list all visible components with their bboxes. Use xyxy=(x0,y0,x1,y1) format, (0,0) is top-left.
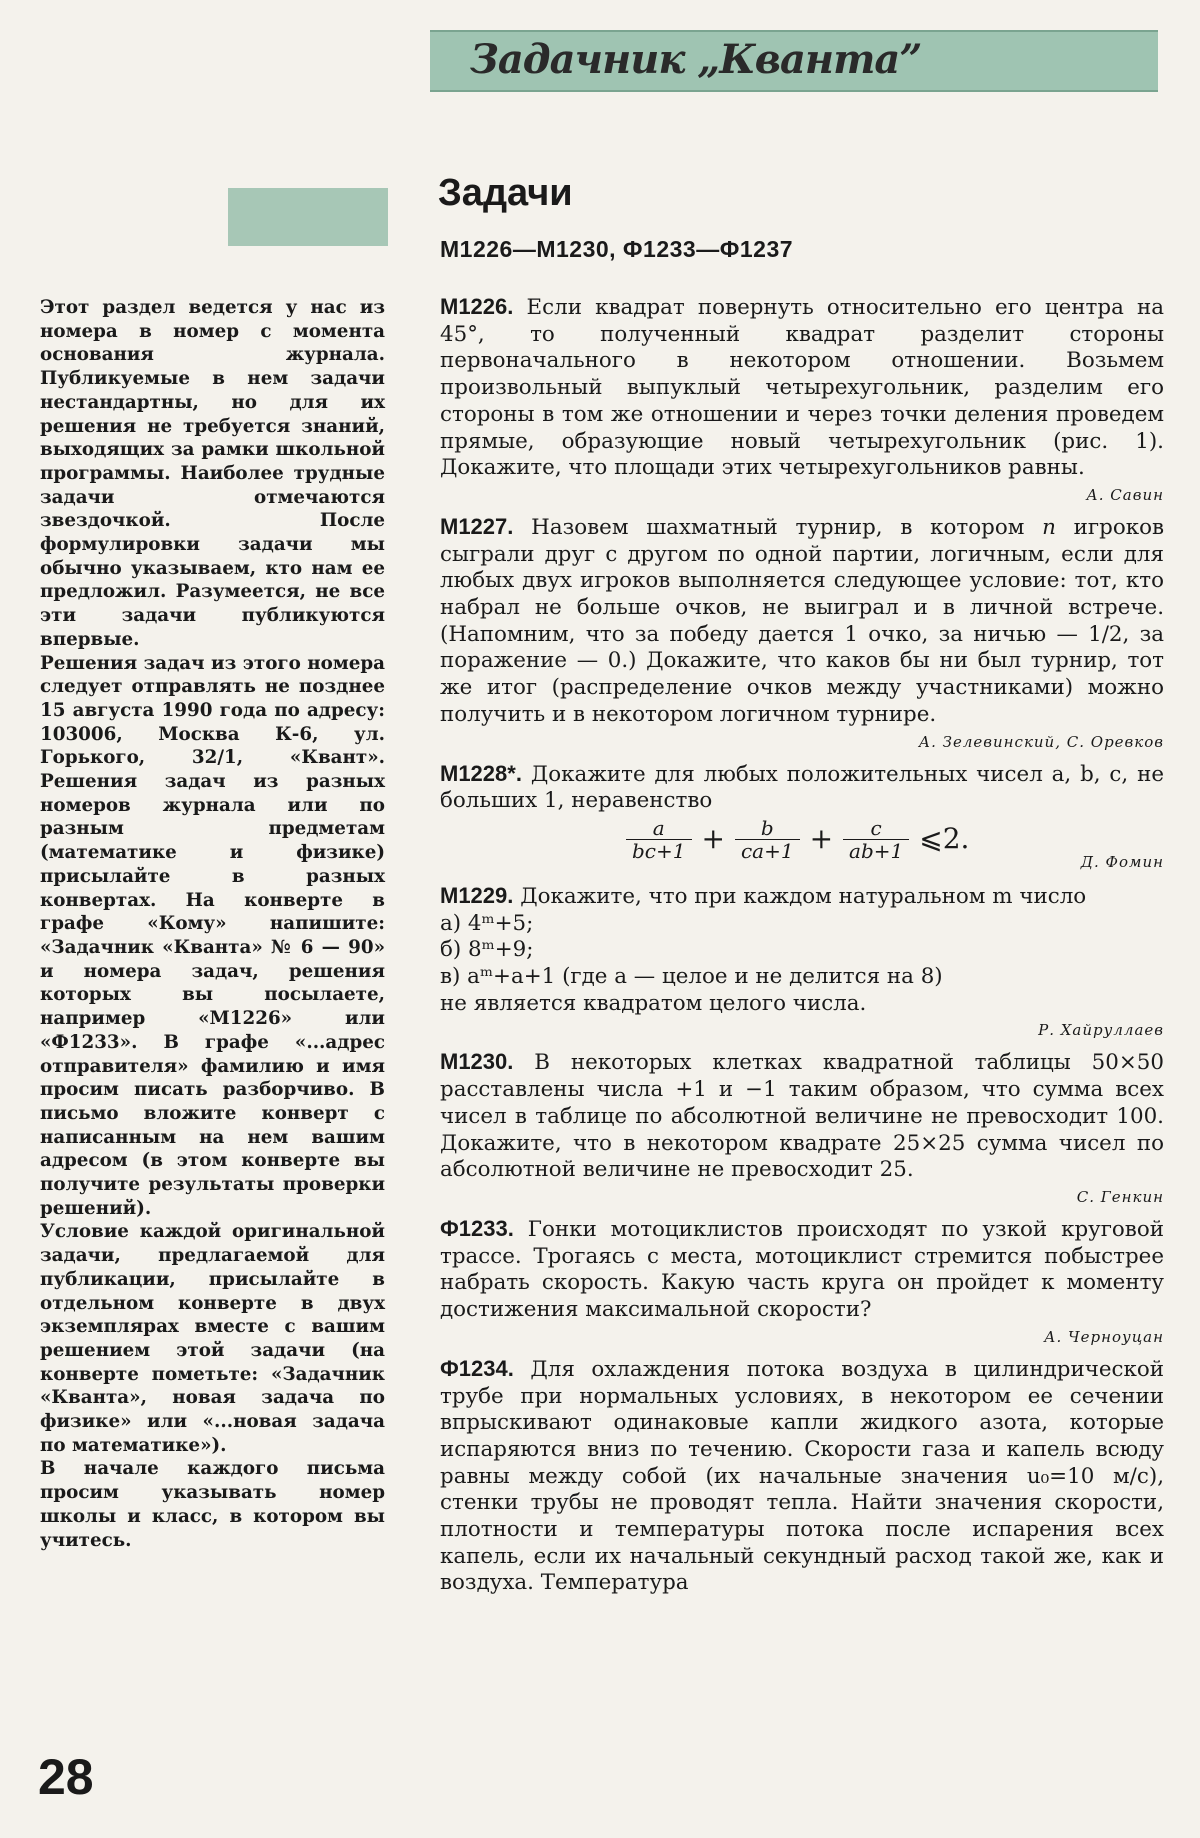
problem-tail: не является квадратом целого числа. xyxy=(440,990,867,1016)
problem-m1227 xyxy=(440,514,1164,753)
denominator: ca+1 xyxy=(735,839,800,862)
problem-id: М1230. xyxy=(440,1049,514,1075)
inequality-formula xyxy=(440,817,1164,875)
banner-title: Задачник „Кванта” xyxy=(470,36,922,83)
problems-list xyxy=(440,294,1164,1605)
problem-body: Для охлаждения потока воздуха в цилиндрической трубе при нормальных условиях, в некотором ее сечении впрыскивают одинаковые капли жидкого азота, которые испаряются вниз по течению. Скорости газа и капель всюду равны между собой (их начальные значения u₀=10 м/с), стенки трубы не проводят тепла. Найти значения скорости, плотности и температуры потока после испарения всех капель, если их начальный секундный расход такой же, как и воздуха. Температура xyxy=(440,1356,1164,1596)
problem-m1229 xyxy=(440,883,1164,1042)
problem-id: М1227. xyxy=(440,513,514,539)
list-item: а) 4ᵐ+5; xyxy=(440,910,534,936)
problem-author: Р. Хайруллаев xyxy=(1038,1021,1164,1040)
problem-text xyxy=(440,514,1164,729)
decorative-block xyxy=(228,188,388,246)
fraction xyxy=(735,817,800,862)
inequality-rhs: ⩽2. xyxy=(919,822,970,856)
list-item: в) aᵐ+a+1 (где a — целое и не делится на 8) xyxy=(440,964,943,990)
problem-id: Ф1234. xyxy=(440,1355,514,1381)
sidebar-paragraph: Решения задач из этого номера следует отправлять не позднее 15 августа 1990 года по адресу: 103006, Москва К-6, ул. Горького, 32/1, «Квант». Решения задач из разных номеров журнала или по разным предметам (математике и физике) присылайте в разных конвертах. На конверте в графе «Кому» напишите: «Задачник «Кванта» № 6 — 90» и номера задач, решения которых вы посылаете, например «М1226» или «Ф1233». В графе «...адрес отправителя» фамилию и имя просим писать разборчиво. В письмо вложите конверт с написанным на нем вашим адресом (в этом конверте вы получите результаты проверки решений). xyxy=(40,652,385,1219)
problem-f1233 xyxy=(440,1216,1164,1348)
problem-text xyxy=(440,761,1164,815)
formula xyxy=(620,817,973,862)
fraction xyxy=(843,817,909,862)
sidebar-info xyxy=(40,296,385,1552)
problem-body: игроков сыграли друг с другом по одной партии, логичным, если для любых двух игроков выполняется следующее условие: тот, кто набрал не больше очков, не выиграл и в личной встрече. (Напомним, что за победу дается 1 очко, за ничью — 1/2, за поражение — 0.) Докажите, что каков бы ни был турнир, тот же итог (распределение очков между участниками) можно получить и в некотором логичном турнире. xyxy=(440,514,1165,727)
problem-author: Д. Фомин xyxy=(1080,852,1164,871)
fraction xyxy=(626,817,692,862)
problem-author: С. Генкин xyxy=(1076,1187,1164,1206)
problem-author: А. Черноуцан xyxy=(1044,1327,1164,1346)
page-number: 28 xyxy=(38,1749,94,1805)
problem-author: А. Савин xyxy=(1086,485,1164,504)
variable-n: n xyxy=(1042,514,1056,540)
sidebar-paragraph: Этот раздел ведется у нас из номера в номер с момента основания журнала. Публикуемые в нем задачи нестандартны, но для их решения не требуется знаний, выходящих за рамки школьной программы. Наиболее трудные задачи отмечаются звездочкой. После формулировки задачи мы обычно указываем, кто нам ее предложил. Разумеется, не все эти задачи публикуются впервые. xyxy=(40,297,385,650)
problem-text xyxy=(440,294,1164,482)
problem-body: Назовем шахматный турнир, в котором xyxy=(531,514,1043,540)
page-subtitle: М1226—М1230, Ф1233—Ф1237 xyxy=(440,236,794,262)
numerator: a xyxy=(652,815,665,840)
problem-text xyxy=(440,1356,1164,1597)
problem-id: М1228*. xyxy=(440,760,522,786)
problem-id: М1226. xyxy=(440,294,514,319)
problem-text xyxy=(440,1049,1164,1184)
problem-m1226 xyxy=(440,294,1164,506)
problem-id: М1229. xyxy=(440,882,514,908)
problem-text xyxy=(440,1216,1164,1324)
problem-id: Ф1233. xyxy=(440,1215,514,1241)
section-banner xyxy=(430,30,1158,92)
sidebar-paragraph: В начале каждого письма просим указывать номер школы и класс, в котором вы учитесь. xyxy=(40,1458,385,1551)
problem-body: Если квадрат повернуть относительно его центра на 45°, то полученный квадрат разделит стороны первоначального в некотором отношении. Возьмем произвольный выпуклый четырехугольник, разделим его стороны в том же отношении и через точки деления проведем прямые, образующие новый четырехугольник (рис. 1). Докажите, что площади этих четырехугольников равны. xyxy=(440,295,1164,481)
problem-body: Докажите для любых положительных чисел a, b, c, не больших 1, неравенство xyxy=(440,761,1164,814)
problem-m1228 xyxy=(440,761,1164,875)
problem-m1230 xyxy=(440,1049,1164,1208)
numerator: c xyxy=(870,815,882,840)
denominator: bc+1 xyxy=(626,839,692,862)
problem-body: Докажите, что при каждом натуральном m число xyxy=(520,883,1087,909)
numerator: b xyxy=(760,815,774,840)
sidebar-paragraph: Условие каждой оригинальной задачи, предлагаемой для публикации, присылайте в отдельном конверте в двух экземплярах вместе с вашим решением этой задачи (на конверте пометьте: «Задачник «Кванта», новая задача по физике» или «...новая задача по математике»). xyxy=(40,1221,385,1456)
denominator: ab+1 xyxy=(843,839,909,862)
problem-body: Гонки мотоциклистов происходят по узкой круговой трассе. Трогаясь с места, мотоциклист стремится побыстрее набрать скорость. Какую часть круга он пройдет к моменту достижения максимальной скорости? xyxy=(440,1216,1164,1323)
problem-text xyxy=(440,883,1164,911)
plus-sign: + xyxy=(701,822,725,856)
plus-sign: + xyxy=(809,822,834,856)
problem-body: В некоторых клетках квадратной таблицы 50×50 расставлены числа +1 и −1 таким образом, что сумма всех чисел в таблице по абсолютной величине не превосходит 100. Докажите, что в некотором квадрате 25×25 сумма чисел по абсолютной величине не превосходит 25. xyxy=(440,1050,1164,1183)
page-title: Задачи xyxy=(438,172,573,214)
problem-f1234 xyxy=(440,1356,1164,1597)
problem-author: А. Зелевинский, С. Оревков xyxy=(918,732,1164,751)
list-item: б) 8ᵐ+9; xyxy=(440,937,534,963)
